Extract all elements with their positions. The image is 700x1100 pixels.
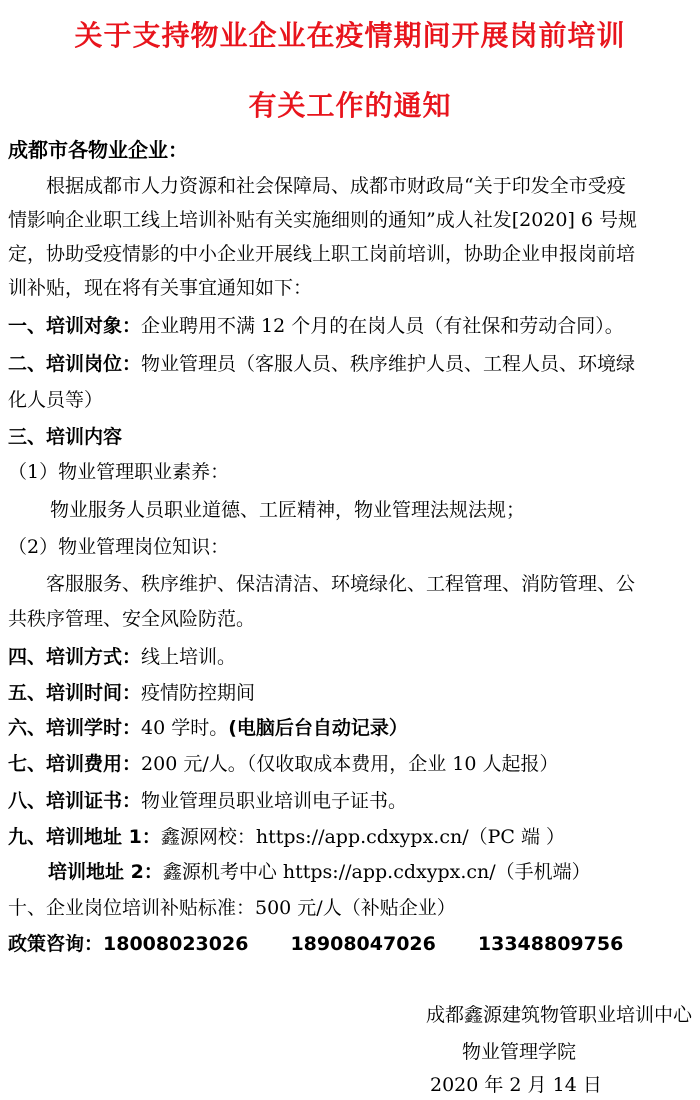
item-position xyxy=(8,352,694,376)
phone-number-1: 18008023026 xyxy=(103,933,249,955)
item-hours-label: 六、培训学时： xyxy=(8,717,142,739)
signature-dept: 物业管理学院 xyxy=(462,1041,577,1063)
item-cert-label: 八、培训证书： xyxy=(8,790,142,812)
content-sub2-cont: 共秩序管理、安全风险防范。 xyxy=(8,608,256,630)
item-cert xyxy=(8,789,694,813)
item-time xyxy=(8,681,694,705)
item-hours xyxy=(8,716,694,740)
item-method-label: 四、培训方式： xyxy=(8,646,142,668)
item-target-label: 一、培训对象： xyxy=(8,315,142,337)
intro-line-2: 情影响企业职工线上培训补贴有关实施细则的通知”成人社发[2020] 6 号规 xyxy=(8,209,638,231)
item-position-text: 物业管理员（客服人员、秩序维护人员、工程人员、环境绿 xyxy=(141,353,636,375)
notice-title-line1: 关于支持物业企业在疫情期间开展岗前培训 xyxy=(74,19,626,52)
item-address-1-label: 九、培训地址 1： xyxy=(8,826,161,848)
item-content-label: 三、培训内容 xyxy=(8,426,123,448)
phone-number-2: 18908047026 xyxy=(290,933,436,955)
content-sub2-text: 客服服务、秩序维护、保洁清洁、环境绿化、工程管理、消防管理、公 xyxy=(46,573,636,595)
item-target-text: 企业聘用不满 12 个月的在岗人员（有社保和劳动合同）。 xyxy=(141,315,624,337)
intro-line-4: 训补贴，现在将有关事宜通知如下： xyxy=(8,277,313,299)
item-fee xyxy=(8,752,694,776)
item-time-text: 疫情防控期间 xyxy=(141,682,256,704)
signature-date: 2020 年 2 月 14 日 xyxy=(430,1074,602,1096)
item-address-2-label: 培训地址 2： xyxy=(48,861,163,883)
item-hours-note: (电脑后台自动记录） xyxy=(228,717,408,739)
item-method-text: 线上培训。 xyxy=(141,646,237,668)
salutation: 成都市各物业企业： xyxy=(8,138,188,162)
signature-org: 成都鑫源建筑物管职业培训中心 xyxy=(425,1004,692,1026)
item-time-label: 五、培训时间： xyxy=(8,682,142,704)
intro-line-1: 根据成都市人力资源和社会保障局、成都市财政局“关于印发全市受疫 xyxy=(8,175,626,197)
item-target xyxy=(8,314,694,338)
item-address-1 xyxy=(8,825,694,849)
content-sub2: （2）物业管理岗位知识： xyxy=(8,536,230,558)
item-position-label: 二、培训岗位： xyxy=(8,353,142,375)
item-method xyxy=(8,645,694,669)
item-address-2-text: 鑫源机考中心 https://app.cdxypx.cn/（手机端） xyxy=(162,861,591,883)
phone-number-3: 13348809756 xyxy=(477,933,624,955)
item-address-2 xyxy=(48,860,700,884)
item-address-1-text: 鑫源网校：https://app.cdxypx.cn/（PC 端 ） xyxy=(160,826,566,848)
item-fee-text: 200 元/人。（仅收取成本费用，企业 10 人起报） xyxy=(141,753,559,775)
content-sub1-text: 物业服务人员职业道德、工匠精神，物业管理法规法规； xyxy=(50,499,526,521)
item-subsidy: 十、企业岗位培训补贴标准：500 元/人（补贴企业） xyxy=(8,897,456,919)
notice-title-line2: 有关工作的通知 xyxy=(248,89,452,122)
item-hours-text: 40 学时。 xyxy=(141,717,229,739)
item-position-cont: 化人员等） xyxy=(8,389,104,411)
content-sub1: （1）物业管理职业素养： xyxy=(8,461,230,483)
intro-line-3: 定，协助受疫情影的中小企业开展线上职工岗前培训，协助企业申报岗前培 xyxy=(8,243,636,265)
item-fee-label: 七、培训费用： xyxy=(8,753,142,775)
consult-line xyxy=(8,932,694,956)
consult-label: 政策咨询： xyxy=(8,933,104,955)
item-cert-text: 物业管理员职业培训电子证书。 xyxy=(141,790,408,812)
